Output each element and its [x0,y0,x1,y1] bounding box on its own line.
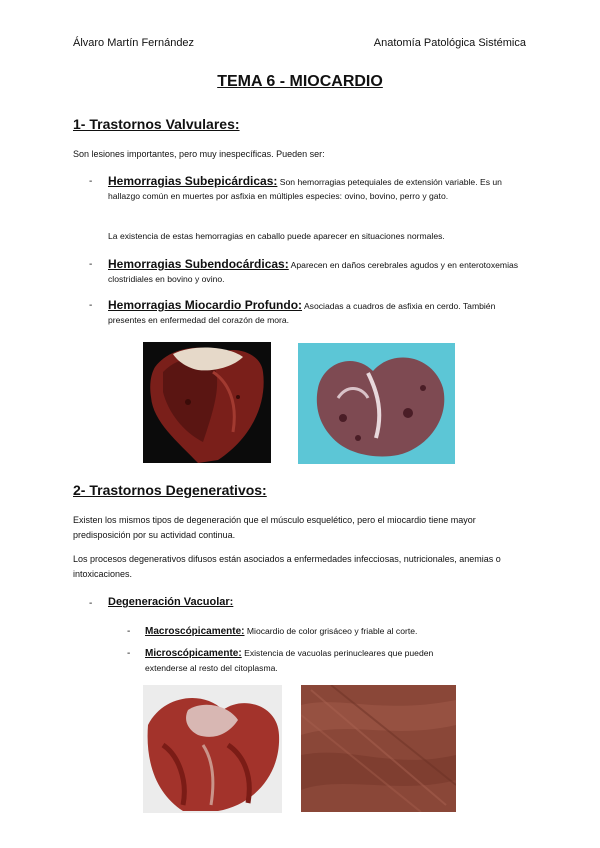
item-text: Aparecen en daños cerebrales agudos y en enterotoxemias clostridiales en bovino y ovino. [108,260,519,284]
item-text: Asociadas a cuadros de asfixia en cerdo. También presentes en enfermedad del corazón de mora. [108,301,496,325]
list-item [108,257,528,286]
bullet-dash: - [89,259,93,270]
bullet-dash: - [127,626,131,637]
item-text: Existencia de vacuolas perinucleares que pueden extenderse al resto del citoplasma. [145,648,434,673]
section2-paragraph-1: Existen los mismos tipos de degeneración que el músculo esquelético, pero el miocardio tiene mayor predisposición por su actividad continua. [73,515,476,540]
list-item [145,624,475,639]
section-heading-valvular: 1- Trastornos Valvulares: [73,116,240,132]
subsection-heading-vacuolar: Degeneración Vacuolar: [108,596,234,608]
bullet-dash: - [89,598,93,609]
vacuolar-degeneration-micro-photo [301,685,456,812]
vacuolar-degeneration-macro-photo [143,685,282,813]
header-author: Álvaro Martín Fernández [73,37,195,49]
item-note: La existencia de estas hemorragias en caballo puede aparecer en situaciones normales. [108,231,445,241]
page-title: TEMA 6 - MIOCARDIO [217,73,383,90]
heart-hemorrhage-photo-2 [298,343,455,464]
section2-paragraph-2: Los procesos degenerativos difusos están asociados a enfermedades infecciosas, nutricionales, anemias o intoxicaciones. [73,554,501,579]
bullet-dash: - [89,176,93,187]
item-text: Son hemorragias petequiales de extensión variable. Es un hallazgo común en muertes por asfixia en múltiples especies: ovino, bovino, perro y gato. [108,177,502,201]
bullet-dash: - [89,300,93,311]
term-subendocardicas: Hemorragias Subendocárdicas: [108,257,289,271]
bullet-dash: - [127,648,131,659]
term-macroscopicamente: Macroscópicamente: [145,626,245,637]
term-miocardio-profundo: Hemorragias Miocardio Profundo: [108,298,303,312]
heart-hemorrhage-photo-1 [143,342,271,463]
list-item [108,174,528,203]
section1-intro: Son lesiones importantes, pero muy inespecíficas. Pueden ser: [73,149,325,159]
term-microscopicamente: Microscópicamente: [145,648,242,659]
list-item [108,298,528,327]
section-heading-degenerativos: 2- Trastornos Degenerativos: [73,482,267,498]
item-text: Miocardio de color grisáceo y friable al corte. [246,626,418,636]
list-item [145,646,475,675]
term-subepicardicas: Hemorragias Subepicárdicas: [108,174,278,188]
header-subject: Anatomía Patológica Sistémica [373,37,526,49]
